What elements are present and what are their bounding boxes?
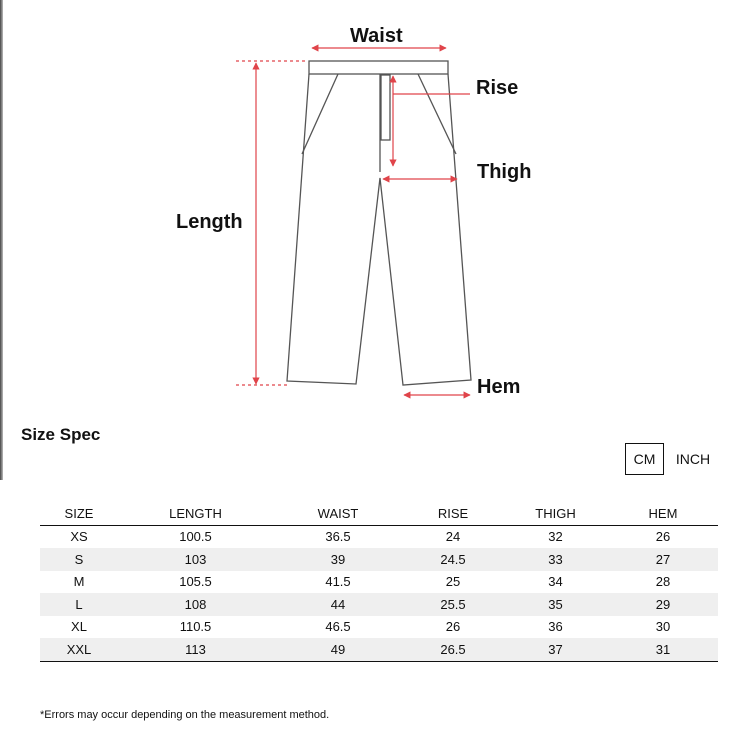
- measurement-lines: [236, 48, 470, 395]
- table-cell: 105.5: [179, 574, 212, 590]
- size-spec-title: Size Spec: [21, 425, 101, 444]
- table-cell: XXL: [66, 641, 92, 657]
- table-cell: 24: [445, 529, 461, 545]
- table-cell: M: [73, 574, 85, 590]
- table-cell: 108: [184, 596, 207, 612]
- table-cell: S: [74, 551, 84, 567]
- table-cell: 31: [655, 641, 671, 657]
- table-cell: 44: [330, 596, 346, 612]
- table-row: [40, 638, 718, 661]
- hem-label: Hem: [477, 376, 521, 398]
- pants-outline: [287, 61, 471, 385]
- table-cell: L: [75, 596, 83, 612]
- table-cell: 26: [445, 619, 461, 635]
- table-cell: 103: [184, 551, 207, 567]
- table-cell: 26.5: [440, 641, 466, 657]
- table-row: [40, 593, 718, 616]
- table-cell: 49: [330, 641, 346, 657]
- table-cell: 113: [185, 641, 206, 657]
- table-cell: 110.5: [179, 619, 212, 635]
- table-cell: 33: [548, 551, 563, 567]
- table-cell: 41.5: [325, 574, 351, 590]
- table-cell: 34: [548, 574, 563, 590]
- table-cell: 36.5: [325, 529, 351, 545]
- table-header-row: [40, 502, 718, 525]
- column-header: HEM: [648, 505, 678, 521]
- unit-cm-button[interactable]: CM: [625, 443, 664, 475]
- table-cell: 37: [548, 641, 563, 657]
- table-cell: 25.5: [440, 596, 466, 612]
- column-header: LENGTH: [169, 505, 222, 521]
- table-cell: 100.5: [179, 529, 212, 545]
- table-cell: 26: [655, 529, 671, 545]
- table-cell: 36: [548, 619, 563, 635]
- measurement-footnote: *Errors may occur depending on the measurement method.: [40, 709, 330, 721]
- waist-label: Waist: [350, 25, 403, 47]
- table-cell: 39: [330, 551, 346, 567]
- table-row: [40, 525, 718, 548]
- table-row: [40, 616, 718, 639]
- unit-inch-button[interactable]: INCH: [675, 451, 711, 467]
- column-header: WAIST: [317, 505, 359, 521]
- length-label: Length: [176, 211, 243, 233]
- table-cell: 30: [655, 619, 671, 635]
- table-cell: XL: [71, 619, 87, 635]
- column-header: THIGH: [535, 505, 576, 521]
- size-spec-table: [40, 502, 718, 662]
- thigh-label: Thigh: [477, 161, 532, 183]
- column-header: SIZE: [64, 505, 94, 521]
- table-cell: 32: [548, 529, 563, 545]
- rise-label: Rise: [476, 77, 519, 99]
- table-cell: 24.5: [440, 551, 466, 567]
- table-cell: 28: [655, 574, 671, 590]
- table-cell: XS: [70, 529, 88, 545]
- table-cell: 35: [548, 596, 563, 612]
- table-cell: 29: [655, 596, 671, 612]
- table-row: [40, 548, 718, 571]
- column-header: RISE: [437, 505, 469, 521]
- table-cell: 46.5: [325, 619, 351, 635]
- table-cell: 27: [655, 551, 671, 567]
- table-cell: 25: [445, 574, 461, 590]
- table-row: [40, 571, 718, 594]
